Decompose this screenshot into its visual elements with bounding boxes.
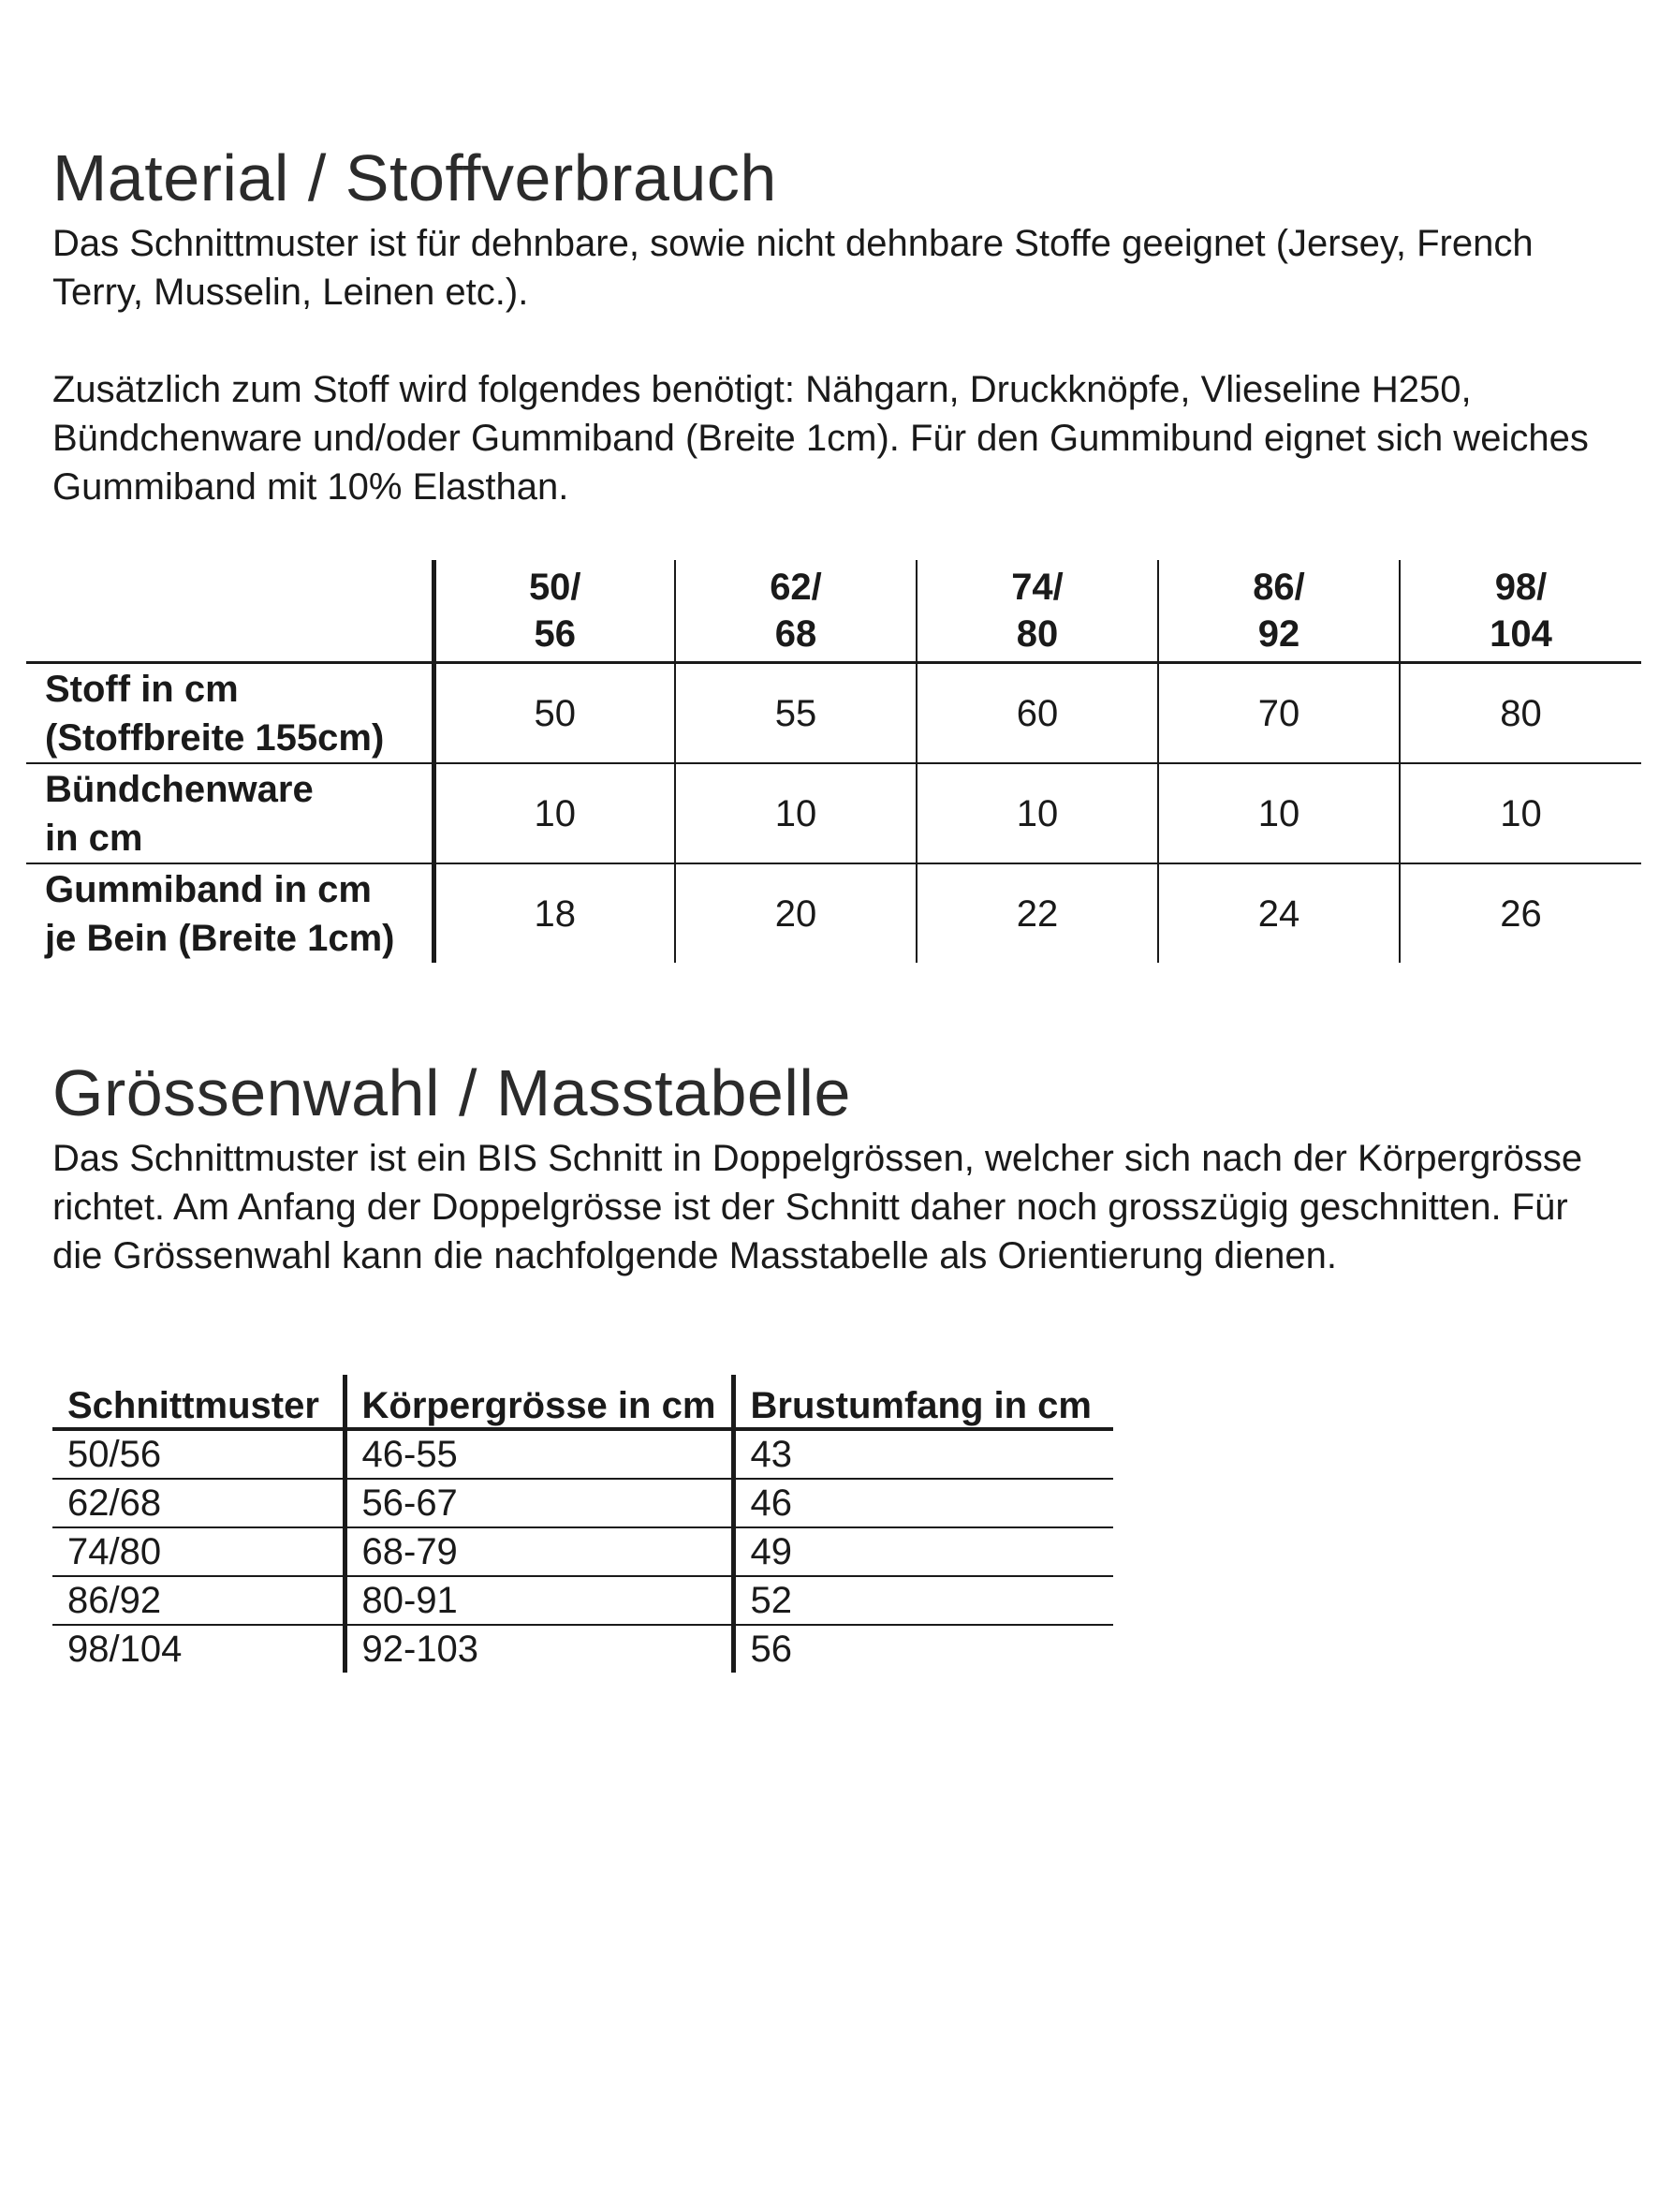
- size-cell: 74/80: [52, 1527, 345, 1576]
- chest-cell: 49: [733, 1527, 1113, 1576]
- value-cell: 70: [1158, 663, 1400, 764]
- material-title: Material / Stoffverbrauch: [52, 141, 777, 214]
- height-cell: 46-55: [345, 1429, 733, 1479]
- value-cell: 18: [433, 863, 675, 963]
- header-brustumfang: Brustumfang in cm: [733, 1375, 1113, 1429]
- row-label-gummiband: Gummiband in cm je Bein (Breite 1cm): [26, 863, 433, 963]
- value-cell: 55: [675, 663, 917, 764]
- fabric-row-buendchenware: [26, 763, 1641, 863]
- table-row: [52, 1527, 1113, 1576]
- value-cell: 10: [1158, 763, 1400, 863]
- size-title: Grössenwahl / Masstabelle: [52, 1056, 851, 1129]
- chest-cell: 46: [733, 1479, 1113, 1527]
- height-cell: 80-91: [345, 1576, 733, 1625]
- value-cell: 22: [917, 863, 1158, 963]
- value-cell: 26: [1400, 863, 1641, 963]
- height-cell: 68-79: [345, 1527, 733, 1576]
- fabric-row-stoff: [26, 663, 1641, 764]
- table-row: [52, 1479, 1113, 1527]
- header-koerpergroesse: Körpergrösse in cm: [345, 1375, 733, 1429]
- size-cell: 62/68: [52, 1479, 345, 1527]
- value-cell: 10: [675, 763, 917, 863]
- size-header-98-104: 98/ 104: [1400, 560, 1641, 663]
- size-header-86-92: 86/ 92: [1158, 560, 1400, 663]
- size-header-62-68: 62/ 68: [675, 560, 917, 663]
- fabric-table-corner-cell: [26, 560, 433, 663]
- height-cell: 92-103: [345, 1625, 733, 1673]
- chest-cell: 52: [733, 1576, 1113, 1625]
- table-row: [52, 1625, 1113, 1673]
- size-cell: 98/104: [52, 1625, 345, 1673]
- size-header-50-56: 50/ 56: [433, 560, 675, 663]
- size-chart-table: [52, 1375, 1113, 1673]
- material-description: Das Schnittmuster ist für dehnbare, sowie nicht dehnbare Stoffe geeignet (Jersey, French Terry, Musselin, Leinen etc.).: [52, 223, 1534, 313]
- size-cell: 50/56: [67, 1434, 162, 1475]
- value-cell: 50: [433, 663, 675, 764]
- value-cell: 24: [1158, 863, 1400, 963]
- table-row: [52, 1429, 1113, 1479]
- value-cell: 10: [433, 763, 675, 863]
- material-requirements: Zusätzlich zum Stoff wird folgendes benötigt: Nähgarn, Druckknöpfe, Vlieseline H250, Bündchenware und/oder Gummiband (Breite 1cm). Für den Gummibund eignet sich weiches Gummiband mit 10% Elasthan.: [52, 369, 1589, 508]
- size-header-74-80: 74/ 80: [917, 560, 1158, 663]
- header-schnittmuster: Schnittmuster: [52, 1375, 345, 1429]
- value-cell: 80: [1400, 663, 1641, 764]
- fabric-consumption-table: [26, 560, 1641, 963]
- chest-cell: 56: [733, 1625, 1113, 1673]
- chest-cell: 43: [733, 1429, 1113, 1479]
- size-cell: 86/92: [52, 1576, 345, 1625]
- row-label-stoff: Stoff in cm (Stoffbreite 155cm): [45, 668, 385, 759]
- value-cell: 60: [917, 663, 1158, 764]
- value-cell: 10: [1400, 763, 1641, 863]
- size-table-header-row: [52, 1375, 1113, 1429]
- table-row: [52, 1576, 1113, 1625]
- size-description: Das Schnittmuster ist ein BIS Schnitt in Doppelgrössen, welcher sich nach der Körpergrösse richtet. Am Anfang der Doppelgrösse ist der Schnitt daher noch grosszügig geschnitten. Für die Grössenwahl kann die nachfolgende Masstabelle als Orientierung dienen.: [52, 1138, 1583, 1276]
- height-cell: 56-67: [345, 1479, 733, 1527]
- row-label-buendchenware: Bündchenware in cm: [26, 763, 433, 863]
- fabric-table-header-row: [26, 560, 1641, 663]
- value-cell: 20: [675, 863, 917, 963]
- value-cell: 10: [917, 763, 1158, 863]
- fabric-row-gummiband: [26, 863, 1641, 963]
